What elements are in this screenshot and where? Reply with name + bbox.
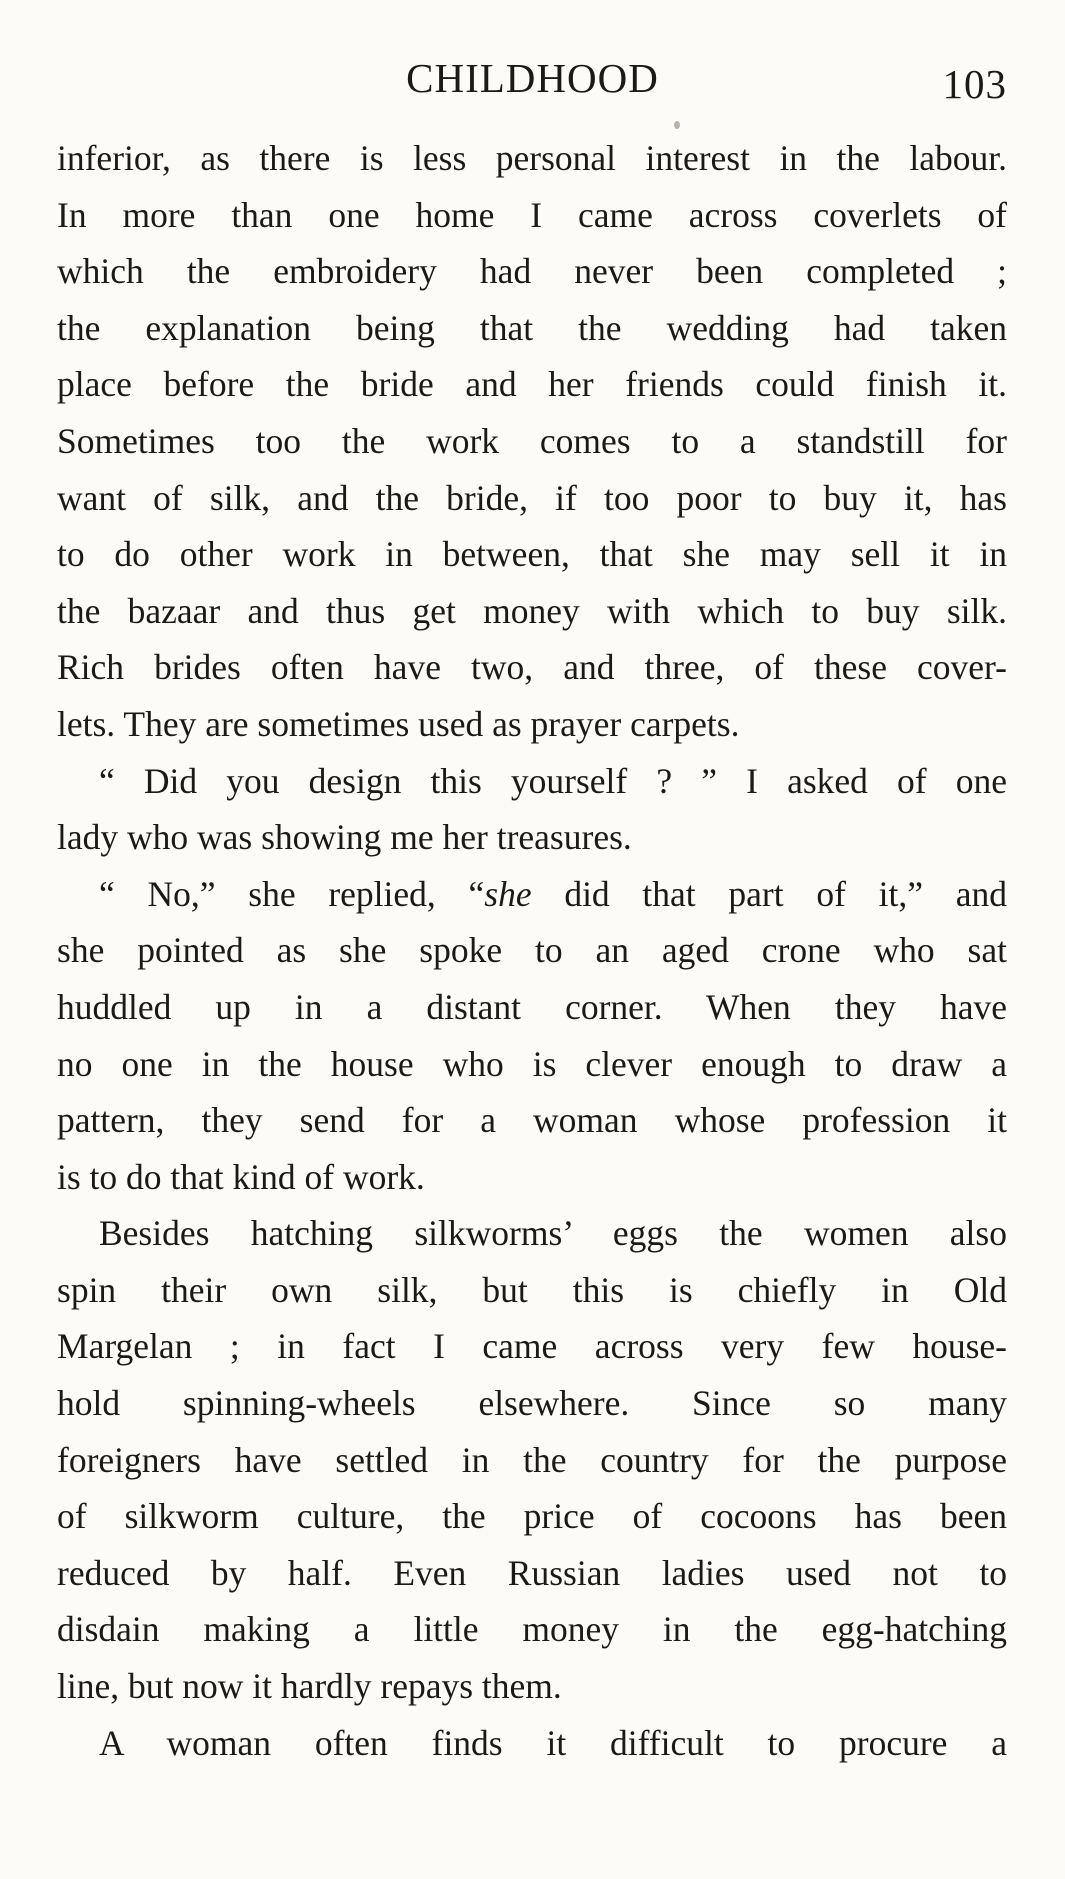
page-number: 103 bbox=[942, 61, 1007, 107]
text-line: no one in the house who is clever enough to draw a bbox=[57, 1043, 1007, 1084]
text-line: the bazaar and thus get money with which to buy silk. bbox=[57, 590, 1007, 631]
text-line bbox=[57, 866, 1007, 923]
italic-word: she bbox=[484, 873, 532, 914]
text-line: Sometimes too the work comes to a standstill for bbox=[57, 420, 1007, 461]
text-line: “ Did you design this yourself ? ” I asked of one bbox=[99, 760, 1007, 801]
text-line: huddled up in a distant corner. When they have bbox=[57, 986, 1007, 1027]
text-line: lady who was showing me her treasures. bbox=[57, 817, 632, 858]
running-head bbox=[0, 46, 1065, 106]
text-line: Besides hatching silkworms’ eggs the women also bbox=[99, 1213, 1007, 1254]
text-line: hold spinning-wheels elsewhere. Since so many bbox=[57, 1383, 1007, 1424]
text-line: to do other work in between, that she may sell it in bbox=[57, 534, 1007, 575]
text-line: Margelan ; in fact I came across very few house- bbox=[57, 1326, 1007, 1367]
text-line: Rich brides often have two, and three, of these cover- bbox=[57, 647, 1007, 688]
text-line: place before the bride and her friends could finish it. bbox=[57, 364, 1007, 405]
ink-speck bbox=[674, 121, 680, 129]
text-line: spin their own silk, but this is chiefly in Old bbox=[57, 1269, 1007, 1310]
body-text bbox=[57, 130, 1007, 1850]
text-line: disdain making a little money in the egg-hatching bbox=[57, 1609, 1007, 1650]
text-line: inferior, as there is less personal interest in the labour. bbox=[57, 138, 1007, 178]
text-line: reduced by half. Even Russian ladies used not to bbox=[57, 1552, 1007, 1593]
text-line: which the embroidery had never been completed ; bbox=[57, 251, 1007, 292]
text-line: is to do that kind of work. bbox=[57, 1156, 425, 1197]
text-fragment: “ No,” she replied, “ bbox=[99, 873, 485, 914]
text-line: of silkworm culture, the price of cocoons has been bbox=[57, 1496, 1007, 1537]
text-fragment: did that part of it,” and bbox=[531, 873, 1007, 914]
text-line: want of silk, and the bride, if too poor to buy it, has bbox=[57, 477, 1007, 518]
text-line: the explanation being that the wedding had taken bbox=[57, 307, 1007, 348]
text-line: In more than one home I came across coverlets of bbox=[57, 194, 1007, 235]
text-line: she pointed as she spoke to an aged crone who sat bbox=[57, 930, 1007, 971]
text-line: pattern, they send for a woman whose profession it bbox=[57, 1100, 1007, 1141]
text-line: lets. They are sometimes used as prayer carpets. bbox=[57, 703, 740, 744]
text-line: A woman often finds it difficult to procure a bbox=[99, 1722, 1007, 1763]
text-line: foreigners have settled in the country for the purpose bbox=[57, 1439, 1007, 1480]
text-line: line, but now it hardly repays them. bbox=[57, 1666, 562, 1707]
running-title: CHILDHOOD bbox=[406, 55, 659, 101]
